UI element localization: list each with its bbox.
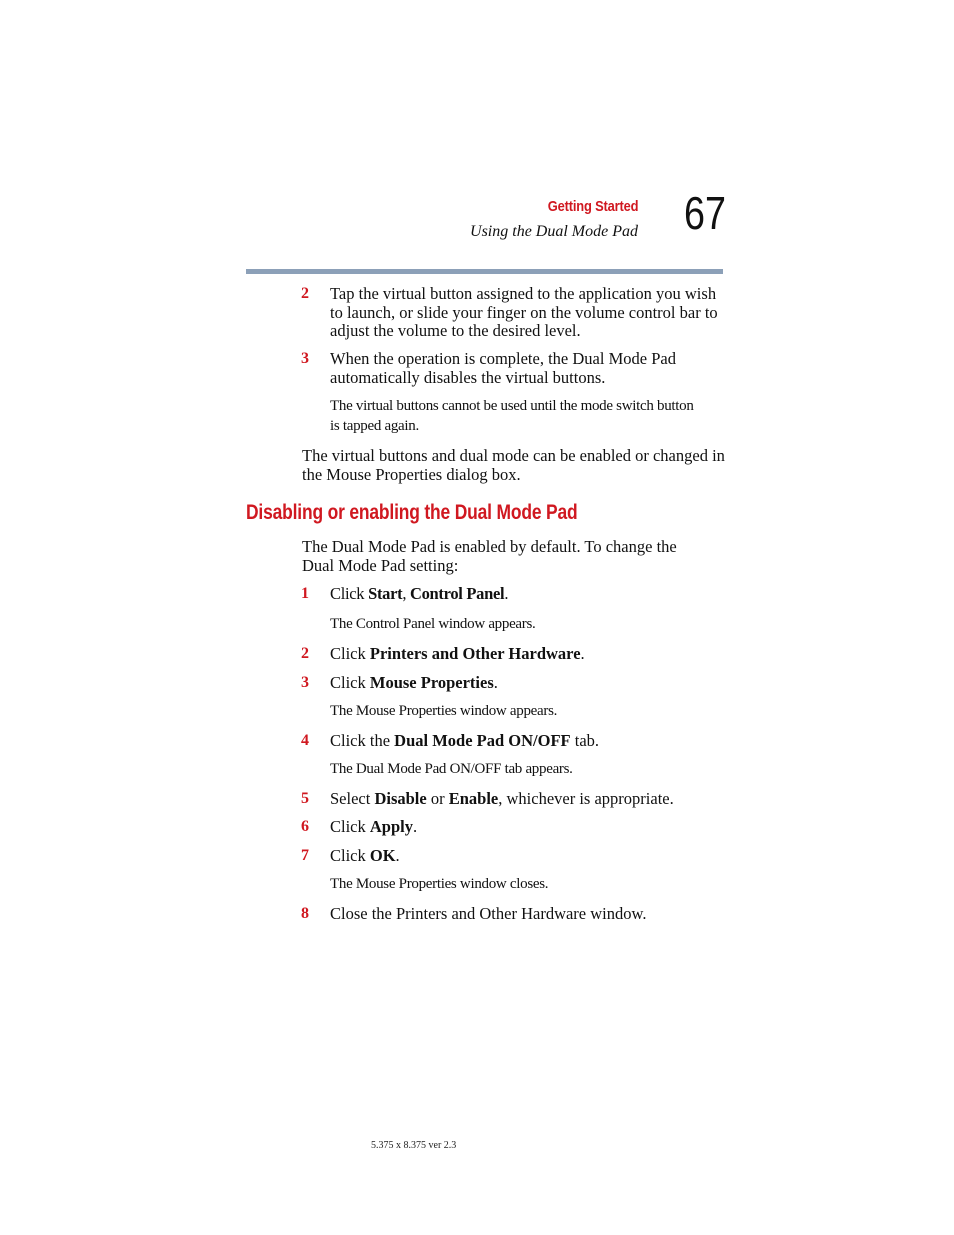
section-heading: Disabling or enabling the Dual Mode Pad <box>246 501 578 524</box>
section-subtitle: Using the Dual Mode Pad <box>470 223 638 240</box>
chapter-title: Getting Started <box>547 198 638 215</box>
step-number: 2 <box>301 285 309 302</box>
section-intro: The Dual Mode Pad is enabled by default. To change the Dual Mode Pad setting: <box>302 537 677 575</box>
header-rule <box>246 269 723 274</box>
step-number: 6 <box>301 818 309 835</box>
step-number: 5 <box>301 790 309 807</box>
step-text: Tap the virtual button assigned to the application you wish to launch, or slide your finger on the volume control bar to adjust the volume to the desired level. <box>330 284 718 340</box>
step-number: 3 <box>301 350 309 367</box>
step-number: 8 <box>301 905 309 922</box>
step-text: Click Printers and Other Hardware. <box>330 644 585 663</box>
step-number: 7 <box>301 847 309 864</box>
step-number: 4 <box>301 732 309 749</box>
step-text: Click Start, Control Panel. <box>330 584 509 603</box>
step-text: Click OK. <box>330 846 400 865</box>
step-number: 1 <box>301 585 309 602</box>
step-text: When the operation is complete, the Dual Mode Pad automatically disables the virtual buttons. <box>330 349 676 387</box>
note-text: The Dual Mode Pad ON/OFF tab appears. <box>330 761 573 777</box>
note-text: The Control Panel window appears. <box>330 616 536 632</box>
step-number: 3 <box>301 674 309 691</box>
note-text: The Mouse Properties window appears. <box>330 703 558 719</box>
note-text: The Mouse Properties window closes. <box>330 876 549 892</box>
note-text: The virtual buttons cannot be used until the mode switch button is tapped again. <box>330 398 694 434</box>
step-text: Click Apply. <box>330 817 418 836</box>
step-text: Click the Dual Mode Pad ON/OFF tab. <box>330 731 600 750</box>
step-text: Click Mouse Properties. <box>330 673 498 692</box>
step-text: Close the Printers and Other Hardware window. <box>330 904 647 923</box>
paragraph: The virtual buttons and dual mode can be enabled or changed in the Mouse Properties dialog box. <box>302 446 725 484</box>
step-text: Select Disable or Enable, whichever is appropriate. <box>330 789 674 808</box>
page-number: 67 <box>684 187 726 239</box>
footer-version: 5.375 x 8.375 ver 2.3 <box>371 1140 457 1151</box>
step-number: 2 <box>301 645 309 662</box>
